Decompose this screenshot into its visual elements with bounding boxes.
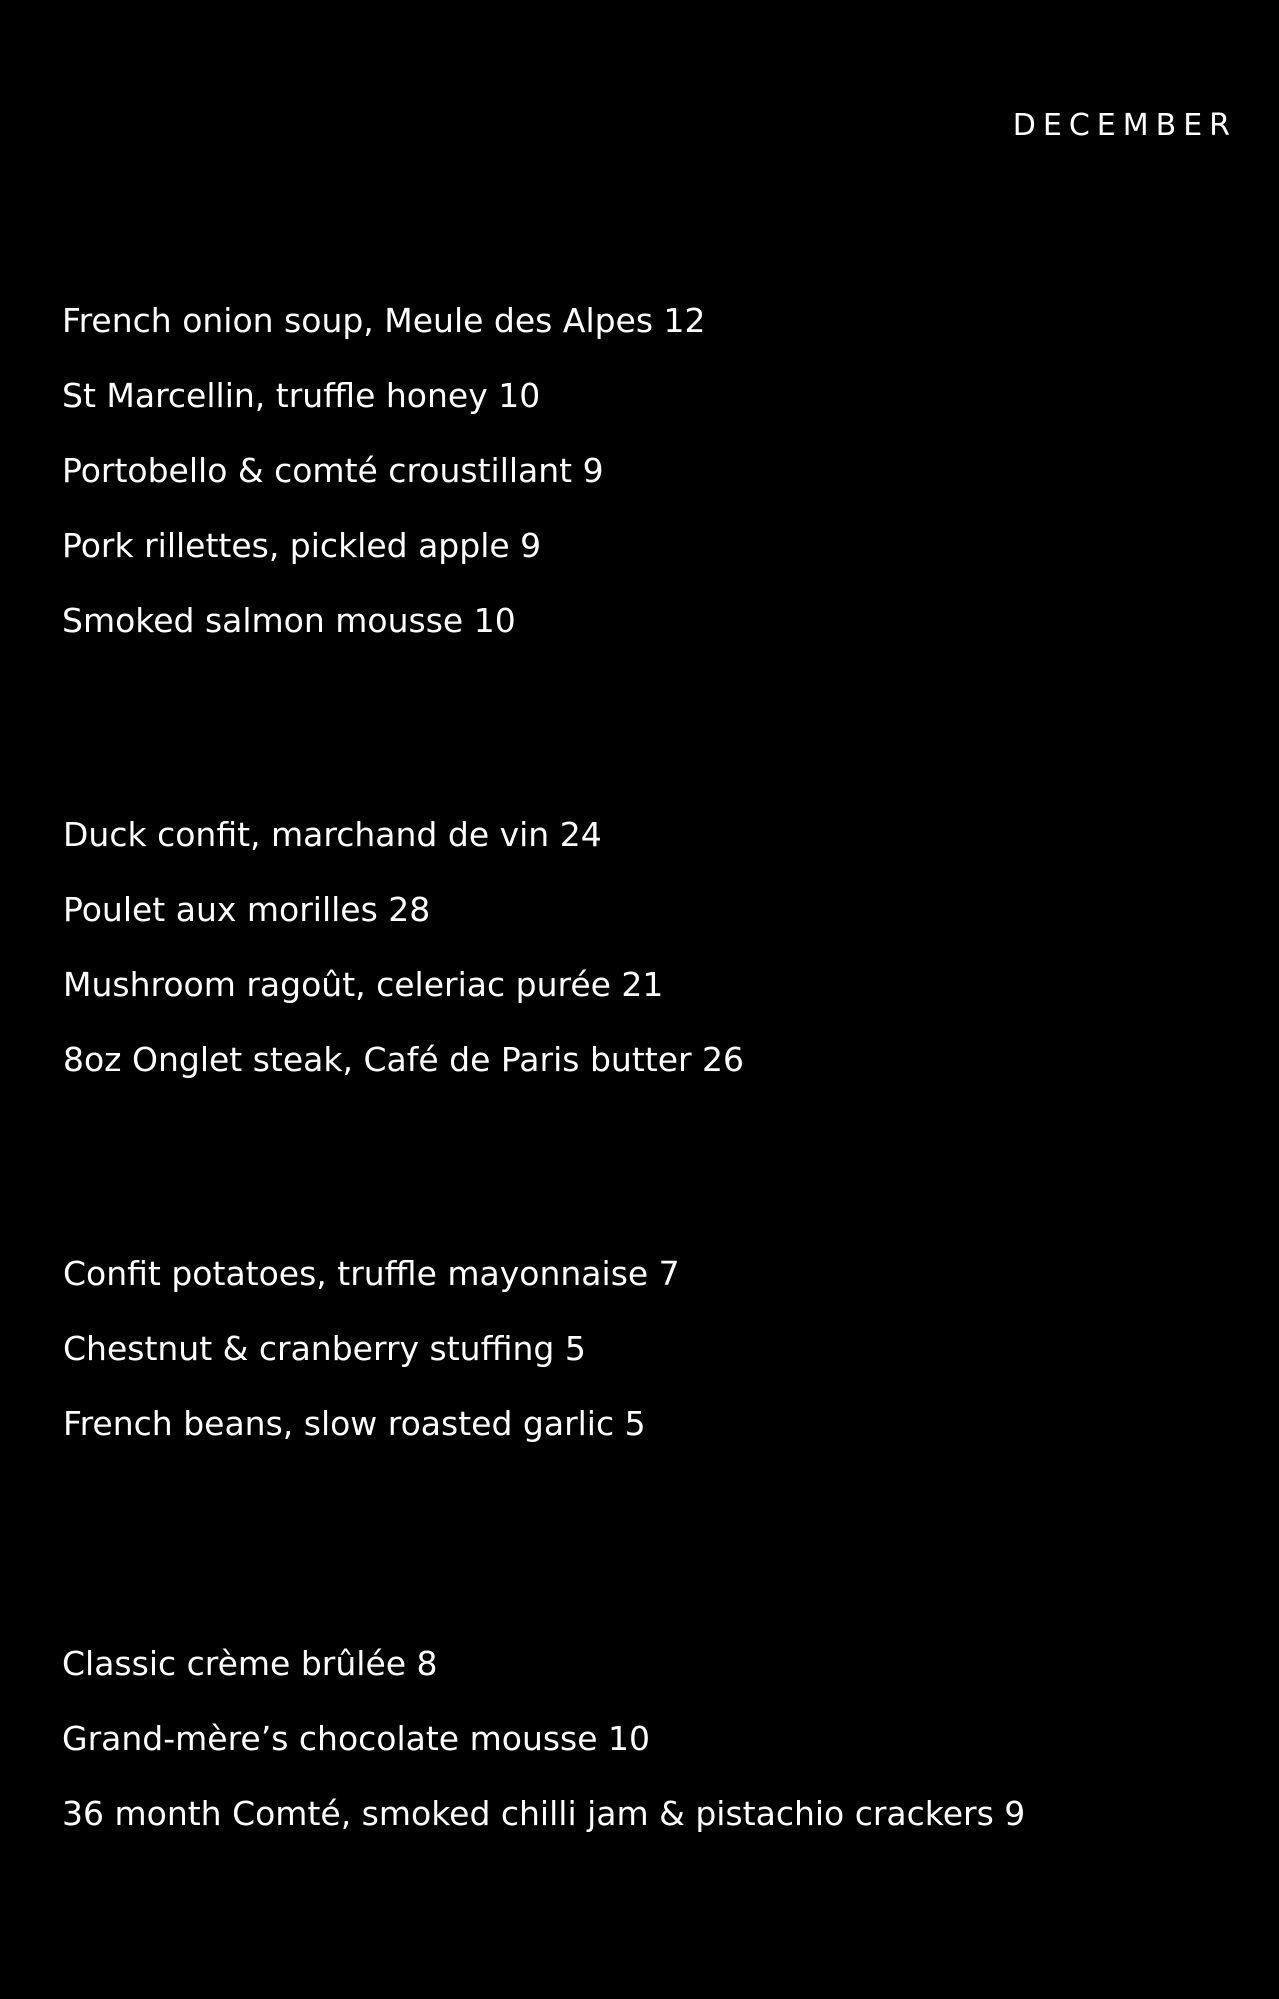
sides-section — [63, 1236, 680, 1461]
menu-item: Poulet aux morilles 28 — [63, 890, 431, 929]
menu-item: 8oz Onglet steak, Café de Paris butter 26 — [63, 1040, 745, 1079]
desserts-section — [62, 1626, 1025, 1851]
menu-item: Classic crème brûlée 8 — [62, 1644, 438, 1683]
menu-item: St Marcellin, truffle honey 10 — [62, 376, 541, 415]
menu-item: Grand-mère’s chocolate mousse 10 — [62, 1719, 651, 1758]
menu-item: Pork rillettes, pickled apple 9 — [62, 526, 542, 565]
menu-item: Chestnut & cranberry stuffing 5 — [63, 1329, 586, 1368]
menu-item: Portobello & comté croustillant 9 — [62, 451, 604, 490]
menu-item: French onion soup, Meule des Alpes 12 — [62, 301, 706, 340]
menu-item: Duck confit, marchand de vin 24 — [63, 815, 602, 854]
menu-month-heading: DECEMBER — [1012, 108, 1237, 143]
starters-section — [62, 283, 706, 658]
menu-item: Confit potatoes, truffle mayonnaise 7 — [63, 1254, 680, 1293]
menu-item: Smoked salmon mousse 10 — [62, 601, 516, 640]
menu-item: 36 month Comté, smoked chilli jam & pistachio crackers 9 — [62, 1794, 1026, 1833]
mains-section — [63, 797, 744, 1097]
menu-item: Mushroom ragoût, celeriac purée 21 — [63, 965, 664, 1004]
menu-item: French beans, slow roasted garlic 5 — [63, 1404, 646, 1443]
